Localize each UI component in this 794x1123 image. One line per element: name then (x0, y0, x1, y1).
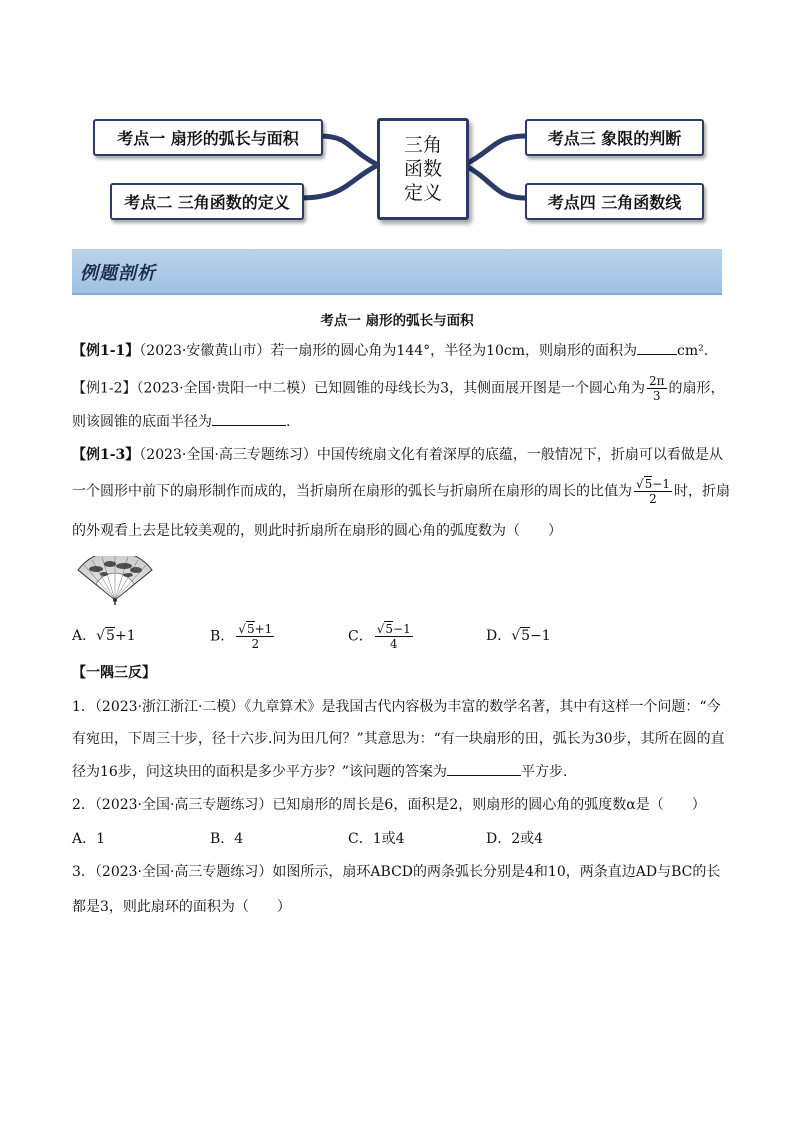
radicand: 5 (521, 628, 531, 644)
problem-3-line-2: 都是3，则此扇环的面积为（ ） (72, 899, 291, 915)
example-text: （2023·全国·贵阳一中二模）已知圆锥的母线长为3，其侧面展开图是一个圆心角为 (136, 380, 645, 397)
mindmap-node-topic-2 (110, 183, 304, 220)
mindmap-node-label: 考点一 扇形的弧长与面积 (117, 129, 299, 148)
option-label: B． (210, 628, 235, 645)
mindmap-node-topic-3 (525, 119, 704, 156)
example-tag: 【例1-1】 (72, 343, 140, 359)
option-a[interactable]: A．√5+1 (72, 628, 136, 644)
example-text: 则该圆锥的底面半径为 (72, 414, 212, 430)
example-text: 时，折扇 (674, 483, 730, 500)
example-text: （2023·全国·高三专题练习）中国传统扇文化有着深厚的底蕴，一般情况下，折扇可以看做是从 (139, 447, 723, 463)
numerator-rest: −1 (393, 622, 411, 636)
banner-title: 例题剖析 (80, 263, 156, 284)
option-rest: +1 (114, 628, 136, 644)
fraction-denominator: 2 (251, 637, 260, 651)
connector-left-bottom (300, 165, 378, 198)
connector-right-top (464, 136, 525, 165)
p2-option-d[interactable]: D．2或4 (486, 831, 544, 847)
fraction-denominator: 2 (649, 492, 657, 506)
option-label: A． (72, 628, 97, 644)
option-fraction (375, 622, 413, 651)
p2-option-c[interactable]: C．1或4 (348, 831, 405, 847)
example-1-2-line-2 (72, 411, 732, 432)
option-d[interactable]: D．√5−1 (486, 628, 551, 644)
example-1-3-line-3 (72, 521, 732, 541)
unit-text: cm². (677, 343, 709, 359)
example-text: 的扇形， (668, 380, 725, 397)
problem-1-line-2: 有宛田，下周三十步，径十六步.问为田几何？”其意思为：“有一块扇形的田，弧长为30步，其所在圆的直 (72, 731, 725, 747)
fraction-denominator: 3 (652, 389, 661, 403)
option-rest: −1 (530, 628, 551, 644)
p2-option-b[interactable]: B．4 (210, 831, 244, 847)
radicand: 5 (385, 622, 394, 636)
example-text: 一个圆形中前下的扇形制作而成的，当折扇所在扇形的弧长与折扇所在扇形的周长的比值为 (72, 483, 632, 500)
mindmap-node-topic-4 (525, 183, 704, 220)
fraction-numerator: √5−1 (376, 622, 411, 636)
option-b[interactable] (210, 622, 276, 651)
fraction-golden-ratio (634, 477, 672, 506)
mindmap-node-label: 考点三 象限的判断 (547, 129, 682, 148)
connector-left-top (320, 136, 378, 165)
folding-fan-image (76, 556, 154, 606)
fraction-denominator: 4 (389, 637, 398, 651)
center-line-3: 定义 (403, 182, 442, 204)
numerator-rest: −1 (652, 477, 670, 491)
example-tag: 【例1-3】 (72, 447, 140, 463)
period: . (286, 414, 291, 430)
practice-heading: 【一隅三反】 (72, 665, 156, 681)
mindmap-node-label: 考点二 三角函数的定义 (124, 193, 290, 212)
answer-blank[interactable] (212, 411, 286, 426)
example-text: （2023·安徽黄山市）若一扇形的圆心角为144°，半径为10cm，则扇形的面积为 (139, 343, 638, 359)
fraction-numerator: √5+1 (238, 622, 273, 636)
fraction-2pi-over-3 (647, 374, 667, 403)
center-line-1: 三角 (403, 134, 442, 156)
section-heading: 考点一 扇形的弧长与面积 (320, 313, 474, 329)
answer-blank[interactable] (447, 761, 521, 776)
fraction-numerator: 2π (648, 374, 665, 388)
example-text: 的外观看上去是比较美观的，则此时折扇所在扇形的圆心角的弧度数为（ ） (72, 523, 562, 539)
radicand: 5 (106, 628, 115, 644)
connector-right-bottom (464, 165, 525, 198)
option-c[interactable] (348, 622, 415, 651)
option-fraction (236, 622, 274, 651)
problem-text: 平方步. (520, 764, 568, 780)
radicand: 5 (644, 477, 653, 491)
section-banner (72, 249, 722, 295)
option-label: C． (348, 628, 373, 645)
mindmap-node-topic-1 (93, 119, 323, 156)
example-1-3 (72, 445, 732, 465)
problem-1-line-3 (72, 761, 732, 782)
mindmap-center-node (377, 118, 469, 220)
example-1-3-line-2 (72, 477, 732, 506)
option-label: D． (486, 628, 512, 644)
fraction-numerator: √5−1 (636, 477, 670, 491)
problem-text: 径为16步，问这块田的面积是多少平方步？”该问题的答案为 (72, 764, 447, 780)
answer-blank[interactable] (637, 340, 677, 355)
numerator-rest: +1 (254, 622, 273, 636)
problem-1-line-1: 1．（2023·浙江浙江·二模）《九章算术》是我国古代内容极为丰富的数学名著，其中有这样一个问题：“今 (72, 699, 721, 715)
example-1-1 (72, 340, 732, 361)
problem-2-line-1: 2．（2023·全国·高三专题练习）已知扇形的周长是6，面积是2，则扇形的圆心角的弧度数α是（ ） (72, 797, 706, 813)
example-1-2 (72, 374, 732, 403)
mindmap-node-label: 考点四 三角函数线 (547, 193, 682, 212)
center-line-2: 函数 (403, 158, 442, 180)
problem-3-line-1: 3．（2023·全国·高三专题练习）如图所示，扇环ABCD的两条弧长分别是4和10，两条直边AD与BC的长 (72, 864, 721, 880)
radicand: 5 (246, 622, 255, 636)
example-tag: 【例1-2】 (72, 380, 137, 397)
p2-option-a[interactable]: A．1 (72, 831, 106, 847)
